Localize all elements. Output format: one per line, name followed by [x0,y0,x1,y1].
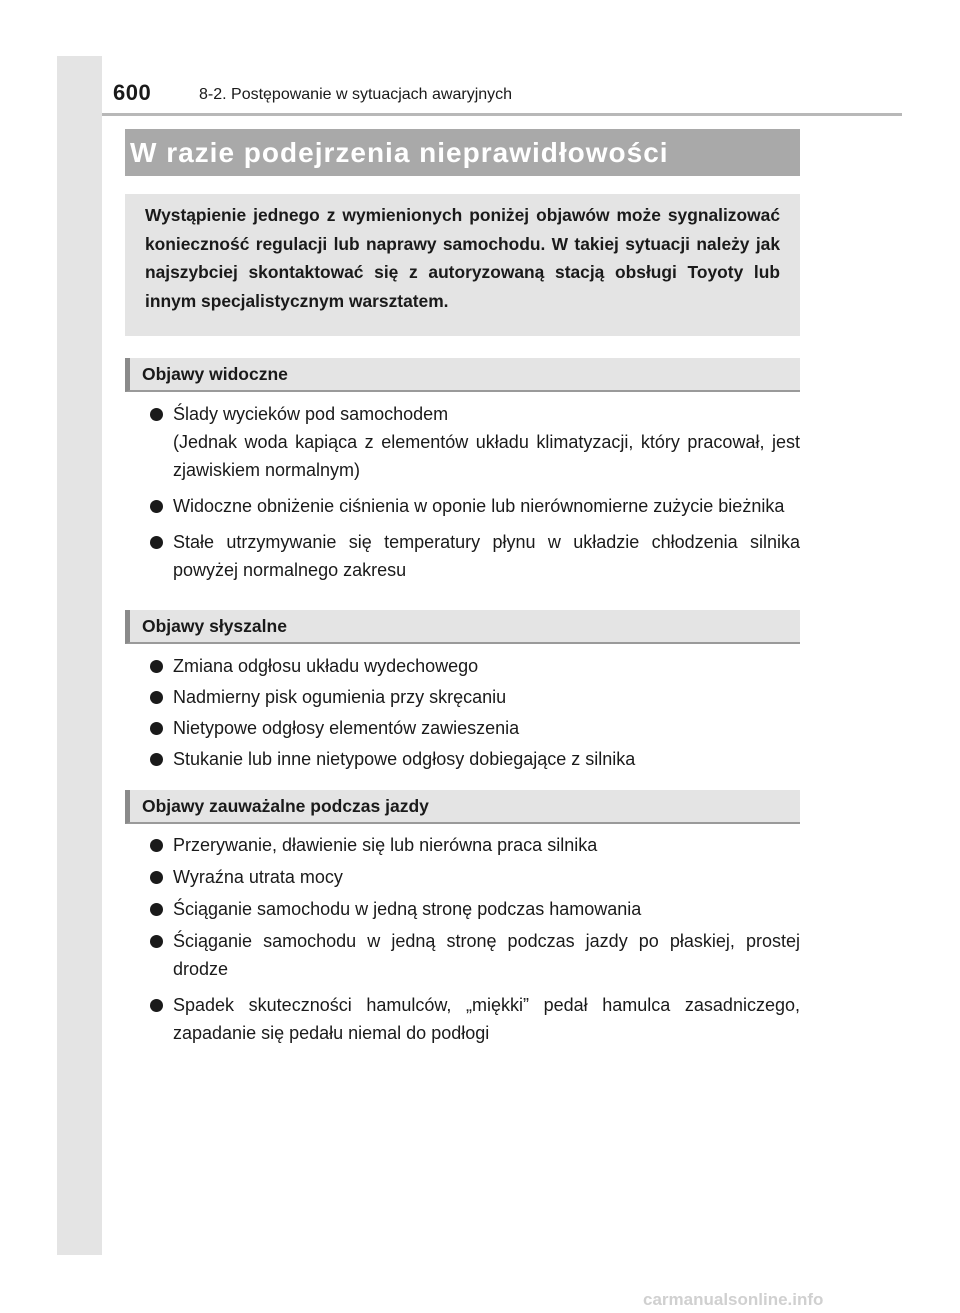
list-item [150,927,800,983]
page-number: 600 [113,80,152,105]
list-item [150,714,800,742]
bullet-dot-icon [150,935,163,948]
list-item [150,863,800,891]
watermark: carmanualsonline.info [643,1290,824,1309]
list-item-text: Przerywanie, dławienie się lub nierówna praca silnika [173,835,598,855]
list-item-note [150,428,800,484]
list-item-text: Nietypowe odgłosy elementów zawieszenia [173,718,520,738]
subheader-label: Objawy zauważalne podczas jazdy [142,796,429,816]
list-item [150,831,800,859]
list-item-note-text: (Jednak woda kapiąca z elementów układu klimatyzacji, który pracował, jest zjawiskiem normalnym) [173,432,800,480]
chapter-title: 8-2. Postępowanie w sytuacjach awaryjnych [199,86,513,103]
bullet-dot-icon [150,839,163,852]
list-item-text: Stałe utrzymywanie się temperatury płynu w układzie chłodzenia silnika powyżej normalnego zakresu [173,532,800,580]
subheader-visible-symptoms [125,358,800,392]
header-divider [102,113,902,116]
list-item-text: Widoczne obniżenie ciśnienia w oponie lub nierównomierne zużycie bieżnika [173,496,785,516]
audible-symptoms-list [150,652,800,776]
subheader-label: Objawy widoczne [142,364,288,384]
intro-box [125,194,800,336]
bullet-dot-icon [150,500,163,513]
visible-symptoms-list [150,400,800,584]
list-item [150,991,800,1047]
section-title: W razie podejrzenia nieprawidłowości [125,129,800,176]
list-item [150,895,800,923]
list-item [150,652,800,680]
intro-text: Wystąpienie jednego z wymienionych poniżej objawów może sygnalizować konieczność regulacji lub naprawy samochodu. W takiej sytuacji należy jak najszybciej skontaktować się z autoryzowaną stacją obsługi Toyoty lub innym specjalistycznym warsztatem. [145,205,780,311]
list-item [150,745,800,773]
bullet-dot-icon [150,536,163,549]
list-item-text: Stukanie lub inne nietypowe odgłosy dobiegające z silnika [173,749,636,769]
list-item-text: Zmiana odgłosu układu wydechowego [173,656,479,676]
list-item [150,400,800,428]
bullet-dot-icon [150,999,163,1012]
list-item [150,492,800,520]
subheader-audible-symptoms [125,610,800,644]
list-item-text: Ściąganie samochodu w jedną stronę podczas hamowania [173,899,642,919]
list-item-text: Wyraźna utrata mocy [173,867,343,887]
list-item [150,683,800,711]
list-item-text: Nadmierny pisk ogumienia przy skręcaniu [173,687,507,707]
bullet-dot-icon [150,903,163,916]
subheader-label: Objawy słyszalne [142,616,287,636]
driving-symptoms-list [150,831,800,1051]
bullet-dot-icon [150,660,163,673]
list-item-text: Spadek skuteczności hamulców, „miękki” pedał hamulca zasadniczego, zapadanie się pedału niemal do podłogi [173,995,800,1043]
bullet-dot-icon [150,408,163,421]
bullet-dot-icon [150,753,163,766]
bullet-dot-icon [150,871,163,884]
page-side-strip [57,56,102,1255]
subheader-driving-symptoms [125,790,800,824]
bullet-dot-icon [150,722,163,735]
list-item-text: Ściąganie samochodu w jedną stronę podczas jazdy po płaskiej, prostej drodze [173,931,800,979]
list-item [150,528,800,584]
bullet-dot-icon [150,691,163,704]
list-item-text: Ślady wycieków pod samochodem [173,404,449,424]
